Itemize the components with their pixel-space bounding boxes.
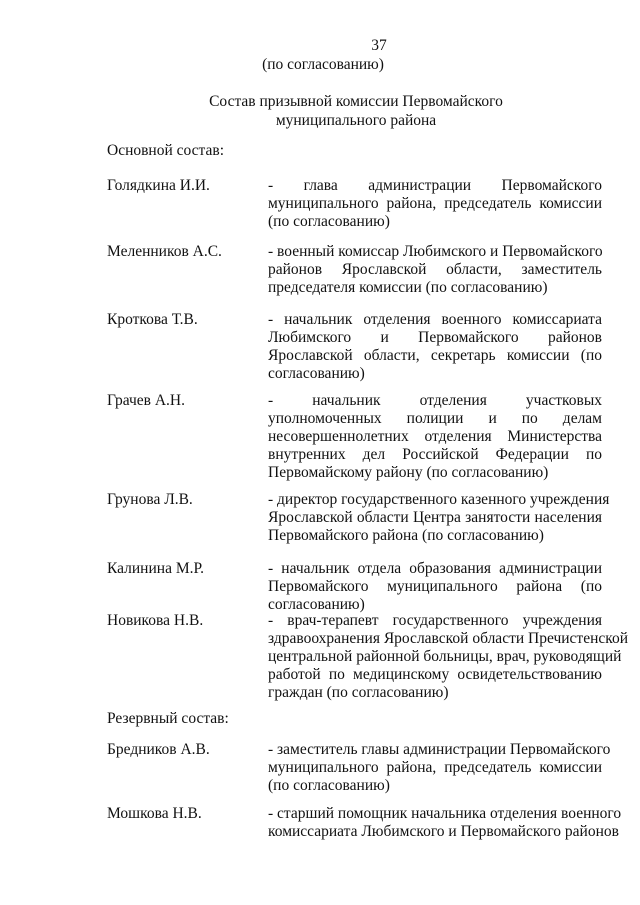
description-line: работой по медицинскому освидетельствованию — [268, 666, 602, 683]
description-line: граждан (по согласованию) — [268, 684, 449, 701]
title-line-1: Состав призывной комиссии Первомайского — [209, 93, 503, 110]
title-line-2: муниципального района — [275, 112, 437, 129]
reserve-member-name: Бредников А.В. — [107, 741, 210, 758]
description-line: внутренних дел Российской Федерации по — [268, 446, 602, 463]
description-line: уполномоченных полиции и по делам — [268, 410, 602, 427]
description-line: - директор государственного казенного учреждения — [268, 491, 610, 508]
member-name: Калинина М.Р. — [107, 560, 205, 577]
description-line: Ярославской области, секретарь комиссии (по — [268, 347, 602, 364]
member-name: Грачев А.Н. — [107, 392, 185, 409]
description-line: (по согласованию) — [268, 777, 390, 794]
member-description — [268, 612, 629, 702]
description-line: - военный комиссар Любимского и Первомайского — [268, 243, 603, 260]
approval-note: (по согласованию) — [262, 56, 384, 73]
member-description — [268, 177, 602, 231]
description-line: - врач-терапевт государственного учреждения — [268, 612, 602, 629]
description-line: комиссариата Любимского и Первомайского районов — [268, 823, 619, 840]
description-line: здравоохранения Ярославской области Пречистенской — [268, 630, 629, 647]
reserve-member-description — [268, 741, 611, 795]
description-line: (по согласованию) — [268, 213, 390, 230]
description-line: муниципального района, председатель комиссии — [268, 195, 602, 212]
document-title — [0, 92, 640, 130]
description-line: Любимского и Первомайского районов — [268, 329, 602, 346]
description-line: согласованию) — [268, 365, 365, 382]
member-name: Грунова Л.В. — [107, 491, 193, 508]
description-line: - начальник отделения участковых — [268, 392, 602, 409]
description-line: Первомайского района (по согласованию) — [268, 527, 544, 544]
member-name: Новикова Н.В. — [107, 612, 204, 629]
description-line: согласованию) — [268, 596, 365, 613]
member-description — [268, 491, 610, 545]
description-line: - старший помощник начальника отделения военного — [268, 805, 622, 822]
description-line: - начальник отдела образования администрации — [268, 560, 602, 577]
member-name: Кроткова Т.В. — [107, 311, 198, 328]
member-description — [268, 392, 602, 482]
member-description — [268, 311, 602, 383]
member-name: Голядкина И.И. — [107, 177, 210, 194]
description-line: - начальник отделения военного комиссариата — [268, 311, 602, 328]
description-line: - заместитель главы администрации Первомайского — [268, 741, 611, 758]
description-line: Ярославской области Центра занятости населения — [268, 509, 602, 526]
description-line: муниципального района, председатель комиссии — [268, 759, 602, 776]
description-line: - глава администрации Первомайского — [268, 177, 602, 194]
main-section-label: Основной состав: — [107, 142, 225, 159]
description-line: районов Ярославской области, заместитель — [268, 261, 602, 278]
description-line: Первомайскому району (по согласованию) — [268, 464, 549, 481]
member-description — [268, 560, 602, 614]
description-line: председателя комиссии (по согласованию) — [268, 279, 548, 296]
reserve-member-name: Мошкова Н.В. — [107, 805, 202, 822]
page-number: 37 — [371, 37, 387, 54]
member-name: Меленников А.С. — [107, 243, 222, 260]
description-line: центральной районной больницы, врач, руководящий — [268, 648, 622, 665]
reserve-section-label: Резервный состав: — [107, 710, 229, 727]
member-description — [268, 243, 602, 297]
description-line: несовершеннолетних отделения Министерства — [268, 428, 602, 445]
description-line: Первомайского муниципального района (по — [268, 578, 602, 595]
reserve-member-description — [268, 805, 622, 841]
